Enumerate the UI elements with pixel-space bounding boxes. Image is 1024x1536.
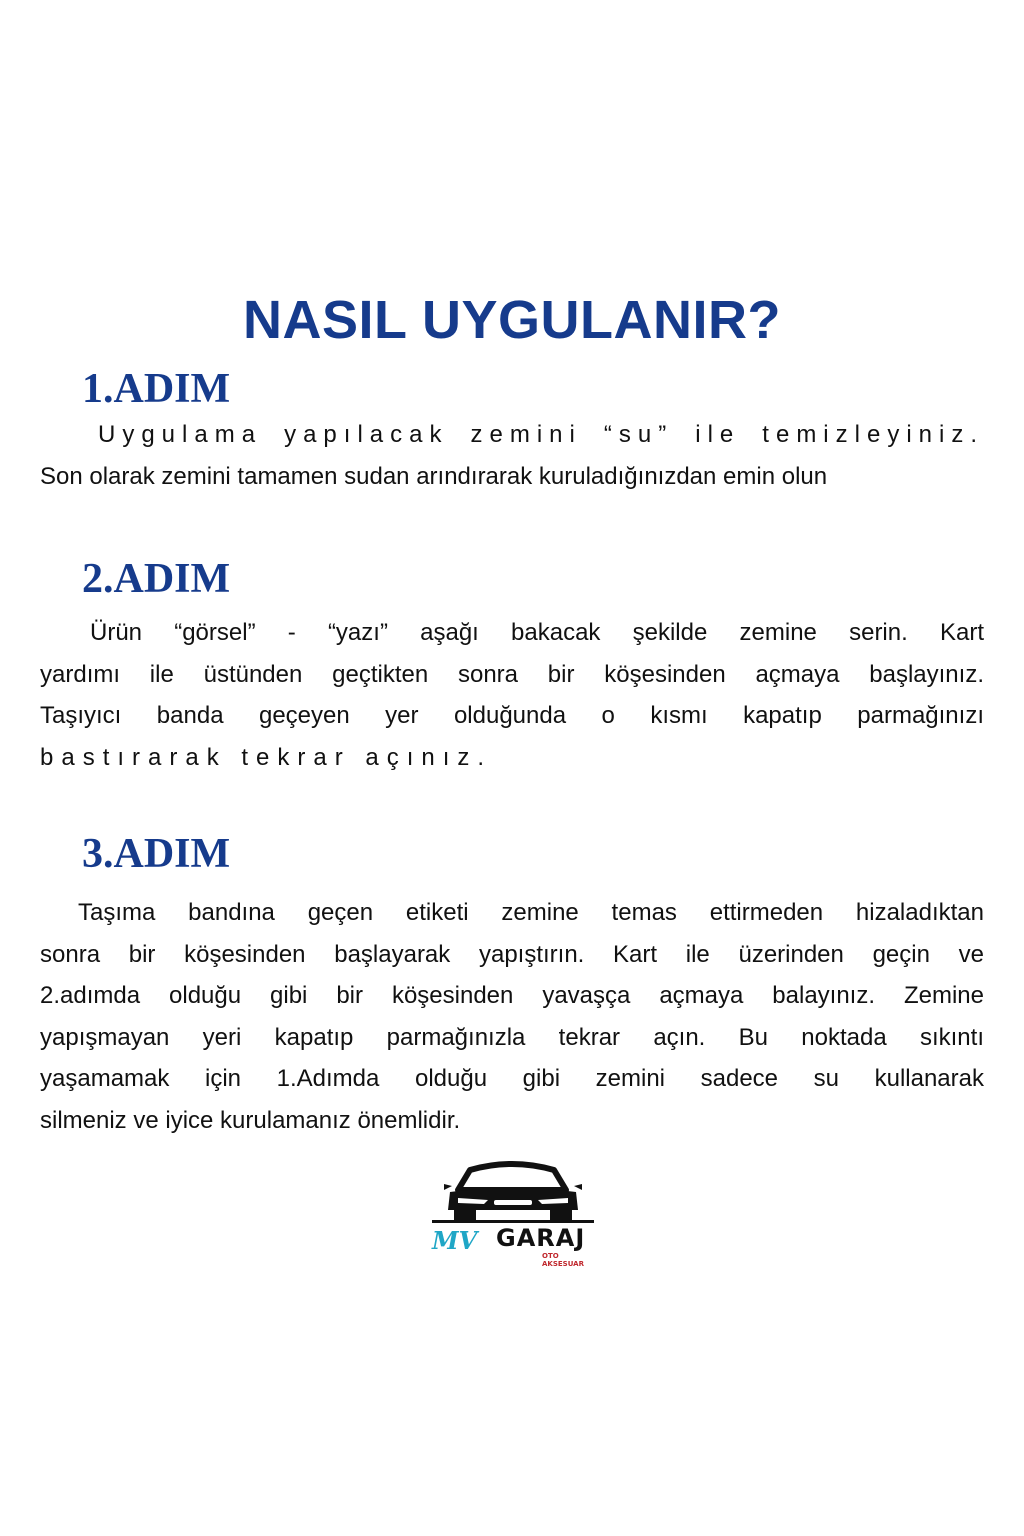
step-1-heading: 1.ADIM bbox=[82, 366, 231, 412]
step-3-line: yaşamamak için 1.Adımda olduğu gibi zemini sadece su kullanarak bbox=[40, 1065, 984, 1092]
step-3-line: Taşıma bandına geçen etiketi zemine temas ettirmeden hizaladıktan bbox=[78, 899, 984, 926]
car-front-icon bbox=[428, 1156, 598, 1226]
step-1-text bbox=[40, 414, 984, 497]
logo-garaj-text: GARAJ bbox=[496, 1224, 586, 1252]
step-2-line: bastırarak tekrar açınız. bbox=[40, 743, 493, 771]
logo-subtitle: OTO AKSESUAR bbox=[542, 1252, 584, 1268]
step-3-text bbox=[40, 892, 984, 1141]
step-2-line: Taşıyıcı banda geçeyen yer olduğunda o kısmı kapatıp parmağınızı bbox=[40, 702, 984, 729]
logo-mv-text: MV bbox=[432, 1226, 478, 1255]
step-3-heading: 3.ADIM bbox=[82, 831, 231, 877]
step-2-text bbox=[40, 612, 984, 778]
step-3-line: 2.adımda olduğu gibi bir köşesinden yavaşça açmaya balayınız. Zemine bbox=[40, 982, 984, 1009]
page-title: NASIL UYGULANIR? bbox=[242, 290, 781, 350]
step-3-line: silmeniz ve iyice kurulamanız önemlidir. bbox=[40, 1106, 461, 1134]
brand-logo bbox=[428, 1156, 598, 1266]
step-3-line: yapışmayan yeri kapatıp parmağınızla tekrar açın. Bu noktada sıkıntı bbox=[40, 1023, 984, 1051]
step-3-line: sonra bir köşesinden başlayarak yapıştırın. Kart ile üzerinden geçin ve bbox=[40, 940, 984, 968]
step-1-line: Uygulama yapılacak zemini “su” ile temizleyiniz. bbox=[98, 421, 984, 448]
step-2-heading: 2.ADIM bbox=[82, 556, 231, 602]
step-2-line: yardımı ile üstünden geçtikten sonra bir köşesinden açmaya başlayınız. bbox=[40, 660, 984, 688]
step-2-line: Ürün “görsel” - “yazı” aşağı bakacak şekilde zemine serin. Kart bbox=[90, 619, 984, 646]
step-1-line: Son olarak zemini tamamen sudan arındırarak kuruladığınızdan emin olun bbox=[40, 462, 828, 490]
